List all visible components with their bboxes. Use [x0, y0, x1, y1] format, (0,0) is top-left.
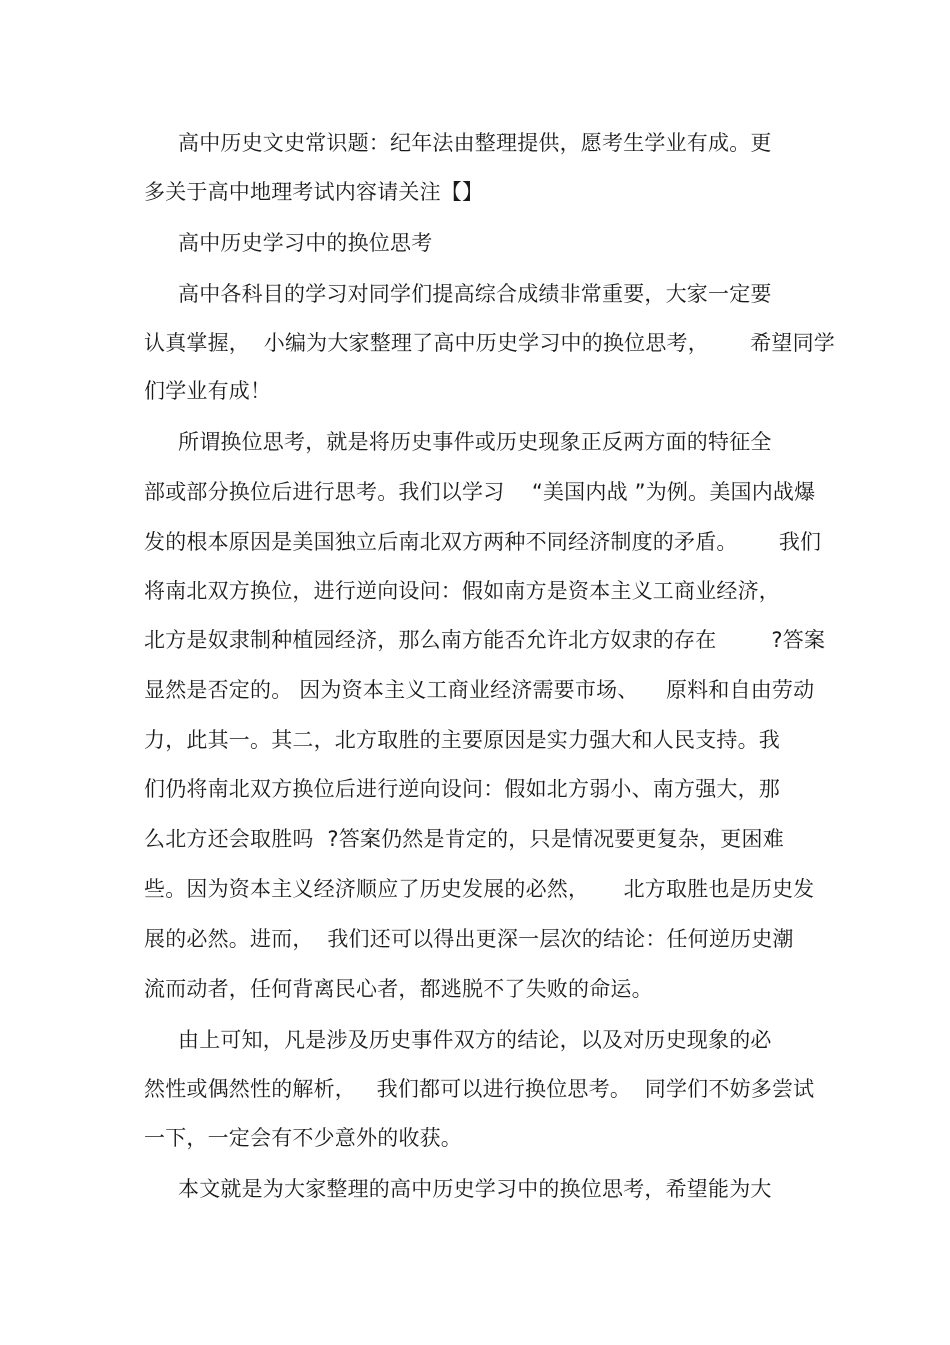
paragraph-body-2-line-3: 一下，一定会有不少意外的收获。: [144, 1126, 462, 1150]
paragraph-body-1-line-4: 将南北双方换位，进行逆向设问：假如南方是资本主义工商业经济，: [144, 579, 780, 603]
paragraph-body-1-line-10: 些。因为资本主义经济顺应了历史发展的必然， 北方取胜也是历史发: [144, 877, 815, 901]
paragraph-lead-line-3: 们学业有成！: [144, 379, 272, 403]
paragraph-body-2-line-1: 由上可知，凡是涉及历史事件双方的结论，以及对历史现象的必: [178, 1028, 772, 1052]
paragraph-body-1-line-1: 所谓换位思考，就是将历史事件或历史现象正反两方面的特征全: [178, 430, 772, 454]
paragraph-body-1-line-7: 力，此其一。其二，北方取胜的主要原因是实力强大和人民支持。我: [144, 728, 780, 752]
paragraph-body-2-line-2: 然性或偶然性的解析， 我们都可以进行换位思考。 同学们不妨多尝试: [144, 1077, 815, 1101]
paragraph-body-1-line-5: 北方是奴隶制种植园经济，那么南方能否允许北方奴隶的存在 ?答案: [144, 628, 826, 652]
paragraph-body-1-line-9: 么北方还会取胜吗 ?答案仍然是肯定的，只是情况要更复杂，更困难: [144, 827, 784, 851]
paragraph-lead-line-1: 高中各科目的学习对同学们提高综合成绩非常重要，大家一定要: [178, 282, 772, 306]
section-heading: 高中历史学习中的换位思考: [178, 231, 433, 255]
paragraph-body-1-line-11: 展的必然。进而， 我们还可以得出更深一层次的结论：任何逆历史潮: [144, 927, 794, 951]
paragraph-body-1-line-8: 们仍将南北双方换位后进行逆向设问：假如北方弱小、南方强大，那: [144, 777, 780, 801]
paragraph-intro-line-2: 多关于高中地理考试内容请关注【】: [144, 180, 484, 204]
paragraph-closing-line-1: 本文就是为大家整理的高中历史学习中的换位思考，希望能为大: [178, 1177, 772, 1201]
paragraph-body-1-line-3: 发的根本原因是美国独立后南北双方两种不同经济制度的矛盾。 我们: [144, 530, 822, 554]
paragraph-intro-line-1: 高中历史文史常识题：纪年法由整理提供，愿考生学业有成。更: [178, 131, 772, 155]
paragraph-lead-line-2: 认真掌握， 小编为大家整理了高中历史学习中的换位思考， 希望同学: [144, 331, 835, 355]
paragraph-body-1-line-12: 流而动者，任何背离民心者，都逃脱不了失败的命运。: [144, 977, 653, 1001]
paragraph-body-1-line-2: 部或部分换位后进行思考。我们以学习 “美国内战 ”为例。美国内战爆: [144, 480, 816, 504]
paragraph-body-1-line-6: 显然是否定的。 因为资本主义工商业经济需要市场、 原料和自由劳动: [144, 678, 815, 702]
